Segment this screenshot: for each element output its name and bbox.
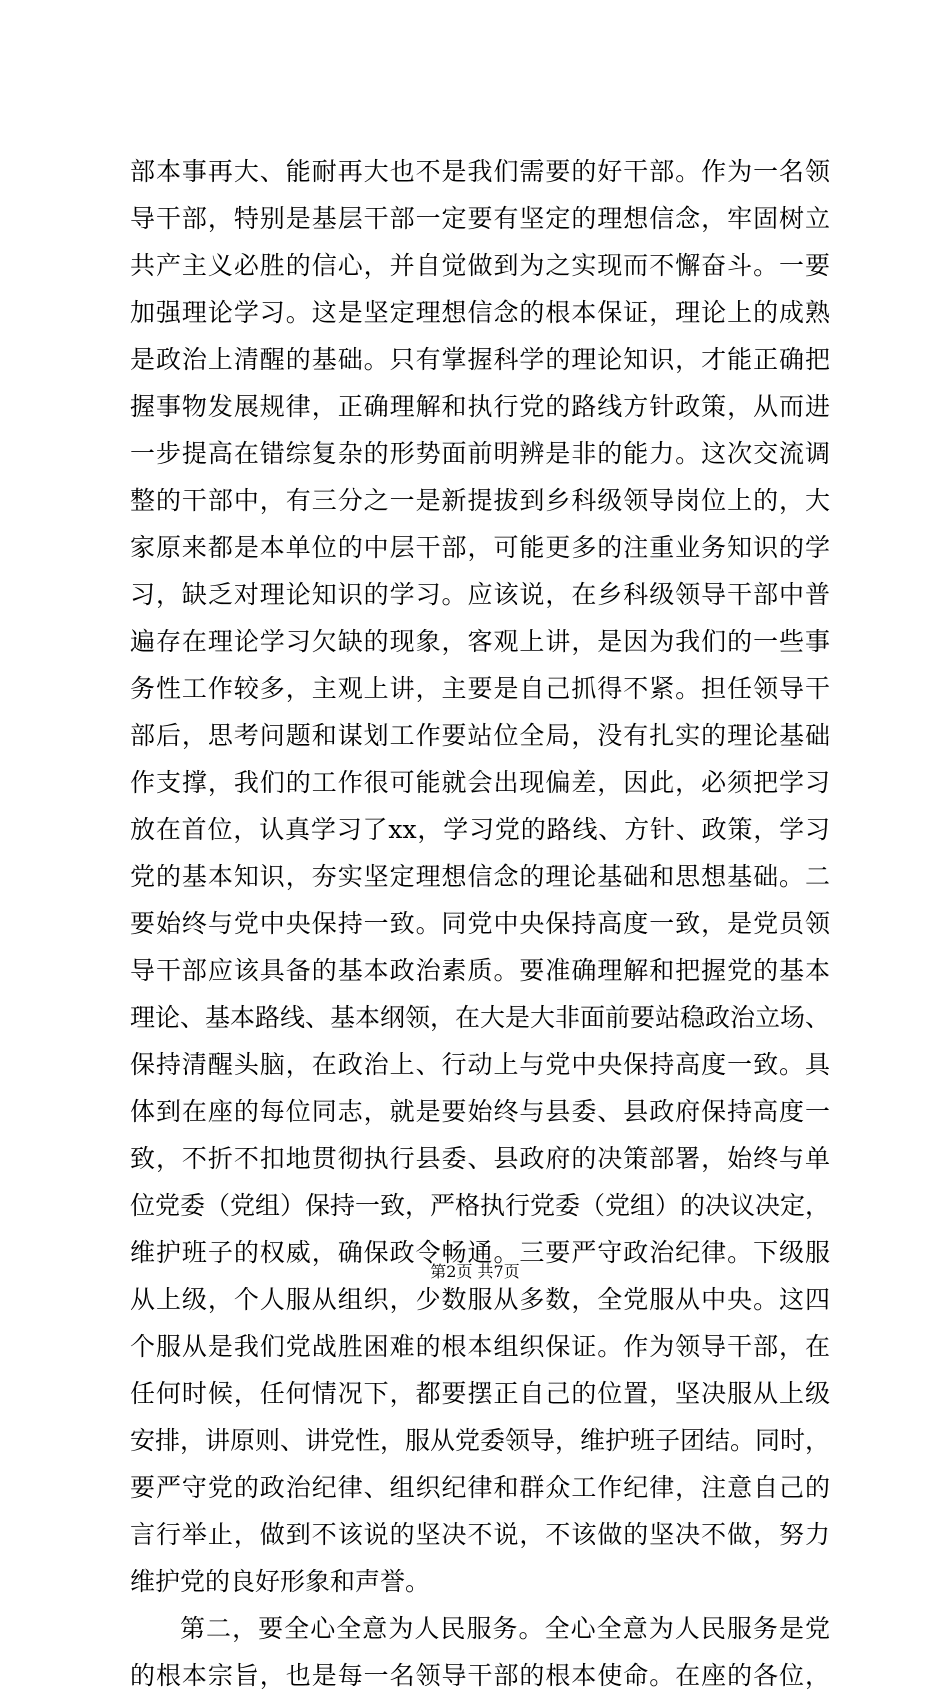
text-line: 保持清醒头脑，在政治上、行动上与党中央保持高度一致。具 <box>130 1050 830 1079</box>
text-line: 加强理论学习。这是坚定理想信念的根本保证，理论上的成熟 <box>130 298 830 327</box>
text-line: 安排，讲原则、讲党性，服从党委领导，维护班子团结。同时， <box>130 1426 831 1455</box>
text-line: 部后，思考问题和谋划工作要站位全局，没有扎实的理论基础 <box>130 721 830 750</box>
text-line: 言行举止，做到不该说的坚决不说，不该做的坚决不做，努力 <box>130 1520 830 1549</box>
text-line: 个服从是我们党战胜困难的根本组织保证。作为领导干部，在 <box>130 1332 830 1361</box>
document-body <box>130 148 830 1699</box>
text-line: 握事物发展规律，正确理解和执行党的路线方针政策，从而进 <box>130 392 830 421</box>
text-line: 遍存在理论学习欠缺的现象，客观上讲，是因为我们的一些事 <box>130 627 830 656</box>
text-line: 要严守党的政治纪律、组织纪律和群众工作纪律，注意自己的 <box>130 1473 830 1502</box>
text-line: 致，不折不扣地贯彻执行县委、县政府的决策部署，始终与单 <box>130 1144 830 1173</box>
text-line: 的根本宗旨，也是每一名领导干部的根本使命。在座的各位， <box>130 1661 830 1690</box>
text-line: 共产主义必胜的信心，并自觉做到为之实现而不懈奋斗。一要 <box>130 251 830 280</box>
text-line: 习，缺乏对理论知识的学习。应该说，在乡科级领导干部中普 <box>130 580 830 609</box>
text-line: 家原来都是本单位的中层干部，可能更多的注重业务知识的学 <box>130 533 830 562</box>
text-line: 任何时候，任何情况下，都要摆正自己的位置，坚决服从上级 <box>130 1379 830 1408</box>
text-line: 放在首位，认真学习了xx，学习党的路线、方针、政策，学习 <box>130 815 830 844</box>
text-line: 一步提高在错综复杂的形势面前明辨是非的能力。这次交流调 <box>130 439 830 468</box>
text-line: 导干部，特别是基层干部一定要有坚定的理想信念，牢固树立 <box>130 204 830 233</box>
text-line: 整的干部中，有三分之一是新提拔到乡科级领导岗位上的，大 <box>130 486 830 515</box>
text-line: 作支撑，我们的工作很可能就会出现偏差，因此，必须把学习 <box>130 768 830 797</box>
text-line: 理论、基本路线、基本纲领，在大是大非面前要站稳政治立场、 <box>130 1003 831 1032</box>
page-number-footer: 第2页 共7页 <box>430 1262 520 1281</box>
paragraph-last-line: 维护党的良好形象和声誉。 <box>130 1567 431 1596</box>
text-line: 导干部应该具备的基本政治素质。要准确理解和把握党的基本 <box>130 956 830 985</box>
paragraph-first-line: 第二，要全心全意为人民服务。全心全意为人民服务是党 <box>180 1614 830 1643</box>
text-line: 从上级，个人服从组织，少数服从多数，全党服从中央。这四 <box>130 1285 830 1314</box>
text-line: 体到在座的每位同志，就是要始终与县委、县政府保持高度一 <box>130 1097 830 1126</box>
text-line: 党的基本知识，夯实坚定理想信念的理论基础和思想基础。二 <box>130 862 830 891</box>
text-line: 位党委（党组）保持一致，严格执行党委（党组）的决议决定， <box>130 1191 831 1220</box>
text-line: 要始终与党中央保持一致。同党中央保持高度一致，是党员领 <box>130 909 830 938</box>
text-line: 部本事再大、能耐再大也不是我们需要的好干部。作为一名领 <box>130 157 830 186</box>
text-line: 是政治上清醒的基础。只有掌握科学的理论知识，才能正确把 <box>130 345 830 374</box>
text-line: 务性工作较多，主观上讲，主要是自己抓得不紧。担任领导干 <box>130 674 830 703</box>
text-line: 维护班子的权威，确保政令畅通。三要严守政治纪律。下级服 <box>130 1238 830 1267</box>
